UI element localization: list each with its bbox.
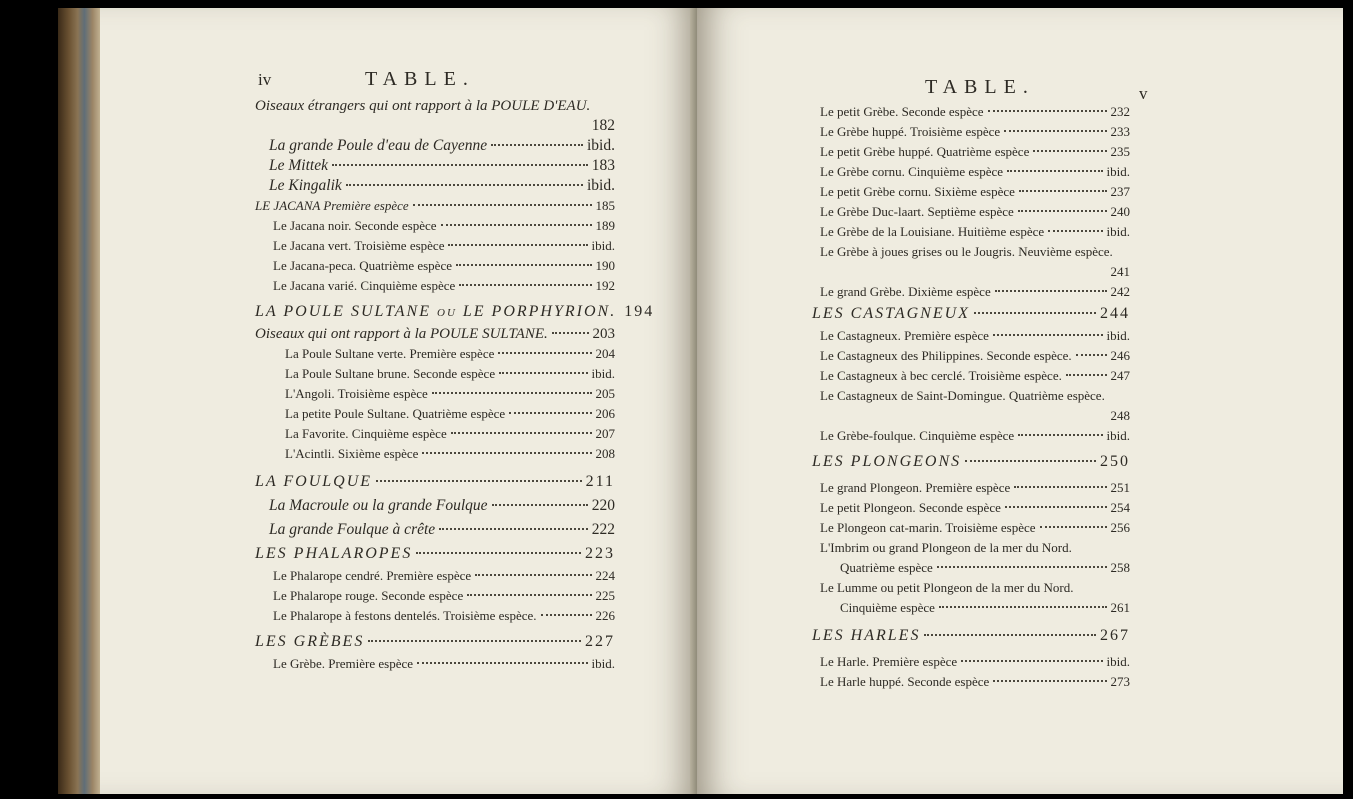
toc-section-heading: LES PLONGEONS 250 (812, 453, 1130, 470)
toc-entry: Le Phalarope à festons dentelés. Troisième espèce. 226 (273, 608, 615, 623)
leader-dots (422, 452, 591, 454)
toc-entry: Le Castagneux. Première espèce ibid. (820, 328, 1130, 343)
toc-entry: Le Grèbe-foulque. Cinquième espèce ibid. (820, 428, 1130, 443)
leader-dots (509, 412, 591, 414)
toc-entry-page: 241 (1110, 264, 1130, 279)
toc-section-heading: LES HARLES 267 (812, 627, 1130, 644)
toc-section-heading: LES GRÈBES 227 (255, 633, 615, 650)
toc-entry: La Poule Sultane verte. Première espèce 204 (285, 346, 615, 361)
leader-dots (448, 244, 587, 246)
toc-entry: Le petit Grèbe. Seconde espèce 232 (820, 104, 1130, 119)
leader-dots (552, 332, 589, 334)
leader-dots (937, 566, 1107, 568)
toc-entry-page: 248 (1110, 408, 1130, 423)
toc-intro-page: 182 (591, 117, 615, 134)
leader-dots (416, 552, 581, 554)
leader-dots (961, 660, 1102, 662)
toc-entry: Le Grèbe à joues grises ou le Jougris. Neuvième espèce. (820, 244, 1113, 259)
toc-entry: Le Grèbe cornu. Cinquième espèce ibid. (820, 164, 1130, 179)
leader-dots (1048, 230, 1102, 232)
leader-dots (993, 680, 1106, 682)
toc-entry: Oiseaux qui ont rapport à la POULE SULTANE. 203 (255, 326, 615, 342)
toc-entry: Le Lumme ou petit Plongeon de la mer du Nord. (820, 580, 1074, 595)
toc-entry: Le Harle. Première espèce ibid. (820, 654, 1130, 669)
leader-dots (1004, 130, 1106, 132)
leader-dots (974, 312, 1096, 314)
leader-dots (439, 528, 588, 530)
toc-entry: Le grand Grèbe. Dixième espèce 242 (820, 284, 1130, 299)
toc-entry: La petite Poule Sultane. Quatrième espèce 206 (285, 406, 615, 421)
toc-entry: Le grand Plongeon. Première espèce 251 (820, 480, 1130, 495)
toc-entry: Le Grèbe Duc-laart. Septième espèce 240 (820, 204, 1130, 219)
leader-dots (492, 504, 588, 506)
leader-dots (498, 352, 591, 354)
leader-dots (417, 662, 587, 664)
leader-dots (1018, 210, 1107, 212)
toc-section-heading: LA FOULQUE 211 (255, 473, 615, 490)
toc-entry: La Favorite. Cinquième espèce 207 (285, 426, 615, 441)
toc-entry: L'Imbrim ou grand Plongeon de la mer du Nord. (820, 540, 1072, 555)
leader-dots (346, 184, 583, 186)
leader-dots (1076, 354, 1107, 356)
left-page-header: TABLE. (365, 68, 475, 90)
toc-entry: Le Jacana vert. Troisième espèce ibid. (273, 238, 615, 253)
toc-entry: Le Castagneux à bec cerclé. Troisième espèce. 247 (820, 368, 1130, 383)
leader-dots (491, 144, 583, 146)
leader-dots (432, 392, 592, 394)
right-page-header: TABLE. (925, 76, 1035, 98)
toc-intro-line: Oiseaux étrangers qui ont rapport à la POULE D'EAU. (255, 98, 591, 114)
toc-entry: Le Harle huppé. Seconde espèce 273 (820, 674, 1130, 689)
toc-entry: Le Jacana-peca. Quatrième espèce 190 (273, 258, 615, 273)
right-folio: v (1139, 84, 1148, 103)
toc-entry: Le Phalarope cendré. Première espèce 224 (273, 568, 615, 583)
leader-dots (376, 480, 582, 482)
toc-entry: La grande Poule d'eau de Cayenne ibid. (269, 137, 615, 154)
toc-entry: Le Castagneux des Philippines. Seconde espèce. 246 (820, 348, 1130, 363)
toc-entry: L'Angoli. Troisième espèce 205 (285, 386, 615, 401)
leader-dots (1033, 150, 1106, 152)
leader-dots (965, 460, 1096, 462)
leader-dots (541, 614, 592, 616)
toc-entry: Le Mittek 183 (269, 157, 615, 174)
toc-entry: Le Plongeon cat-marin. Troisième espèce 256 (820, 520, 1130, 535)
leader-dots (459, 284, 591, 286)
leader-dots (1018, 434, 1102, 436)
leader-dots (456, 264, 592, 266)
toc-entry: Le Jacana noir. Seconde espèce 189 (273, 218, 615, 233)
toc-section-heading: LA POULE SULTANE ou LE PORPHYRION. 194 (255, 303, 655, 320)
toc-entry: Le Phalarope rouge. Seconde espèce 225 (273, 588, 615, 603)
toc-entry-continuation: Cinquième espèce 261 (840, 600, 1130, 615)
toc-entry: La Macroule ou la grande Foulque 220 (269, 497, 615, 514)
leader-dots (1019, 190, 1107, 192)
leader-dots (499, 372, 587, 374)
toc-entry: Le Jacana varié. Cinquième espèce 192 (273, 278, 615, 293)
leader-dots (993, 334, 1103, 336)
book-binding (58, 8, 102, 794)
leader-dots (368, 640, 581, 642)
leader-dots (441, 224, 592, 226)
right-page (697, 8, 1343, 794)
leader-dots (995, 290, 1107, 292)
leader-dots (451, 432, 592, 434)
toc-entry: Le petit Grèbe cornu. Sixième espèce 237 (820, 184, 1130, 199)
left-folio: iv (258, 70, 272, 89)
leader-dots (924, 634, 1096, 636)
leader-dots (988, 110, 1107, 112)
leader-dots (1040, 526, 1107, 528)
toc-entry: La grande Foulque à crête 222 (269, 521, 615, 538)
leader-dots (1014, 486, 1106, 488)
toc-section-heading: LES CASTAGNEUX 244 (812, 305, 1130, 322)
toc-entry: Le Grèbe. Première espèce ibid. (273, 656, 615, 671)
leader-dots (1005, 506, 1107, 508)
toc-entry: Le petit Plongeon. Seconde espèce 254 (820, 500, 1130, 515)
right-toc (812, 102, 1130, 692)
left-page (100, 8, 696, 794)
toc-entry-continuation: Quatrième espèce 258 (840, 560, 1130, 575)
left-toc (255, 96, 655, 674)
toc-entry: Le petit Grèbe huppé. Quatrième espèce 235 (820, 144, 1130, 159)
toc-entry: La Poule Sultane brune. Seconde espèce ibid. (285, 366, 615, 381)
toc-section-heading: LES PHALAROPES 223 (255, 545, 615, 562)
toc-entry: L'Acintli. Sixième espèce 208 (285, 446, 615, 461)
leader-dots (1066, 374, 1107, 376)
toc-entry: Le Castagneux de Saint-Domingue. Quatrième espèce. (820, 388, 1105, 403)
leader-dots (332, 164, 588, 166)
leader-dots (939, 606, 1107, 608)
toc-entry: Le Grèbe huppé. Troisième espèce 233 (820, 124, 1130, 139)
toc-entry: Le Kingalik ibid. (269, 177, 615, 194)
leader-dots (413, 204, 592, 206)
leader-dots (475, 574, 591, 576)
toc-entry: Le Grèbe de la Louisiane. Huitième espèce ibid. (820, 224, 1130, 239)
toc-section-entry: LE JACANA Première espèce 185 (255, 198, 615, 213)
leader-dots (467, 594, 591, 596)
leader-dots (1007, 170, 1103, 172)
